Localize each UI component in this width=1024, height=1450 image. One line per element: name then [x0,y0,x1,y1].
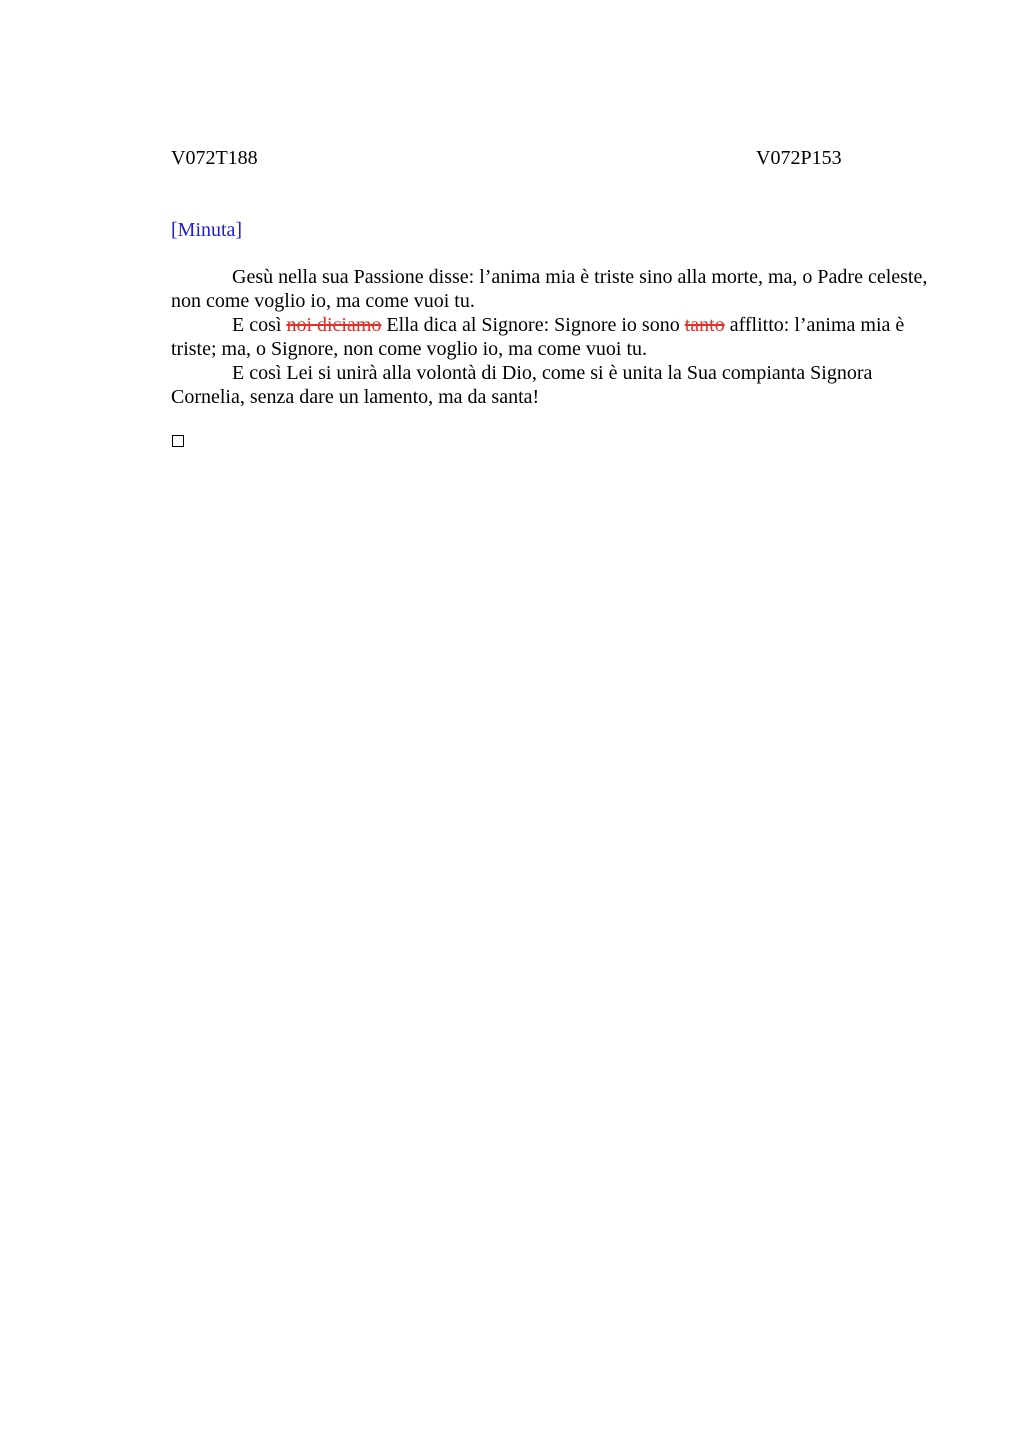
document-code-left: V072T188 [171,147,258,169]
paragraph-1 [171,265,931,313]
deleted-text-tanto: tanto [684,314,725,336]
deleted-text-noi-diciamo: noi diciamo [286,314,382,336]
paragraph-2-segment-3: afflitto: l’anima mia è triste; ma, o Signore, non come voglio io, ma come vuoi tu. [171,314,905,360]
end-of-text-box-icon [172,435,184,447]
letter-body [171,265,931,409]
paragraph-3 [171,361,931,409]
paragraph-2 [171,313,931,361]
paragraph-2-segment-1: E così [232,314,287,336]
document-code-right: V072P153 [756,147,842,169]
paragraph-3-text: E così Lei si unirà alla volontà di Dio, come si è unita la Sua compianta Signora Cornelia, senza dare un lamento, ma da santa! [171,362,873,408]
paragraph-1-text: Gesù nella sua Passione disse: l’anima mia è triste sino alla morte, ma, o Padre celeste, non come voglio io, ma come vuoi tu. [171,266,928,312]
paragraph-2-segment-2: Ella dica al Signore: Signore io sono [381,314,685,336]
section-label-minuta: [Minuta] [171,219,243,241]
